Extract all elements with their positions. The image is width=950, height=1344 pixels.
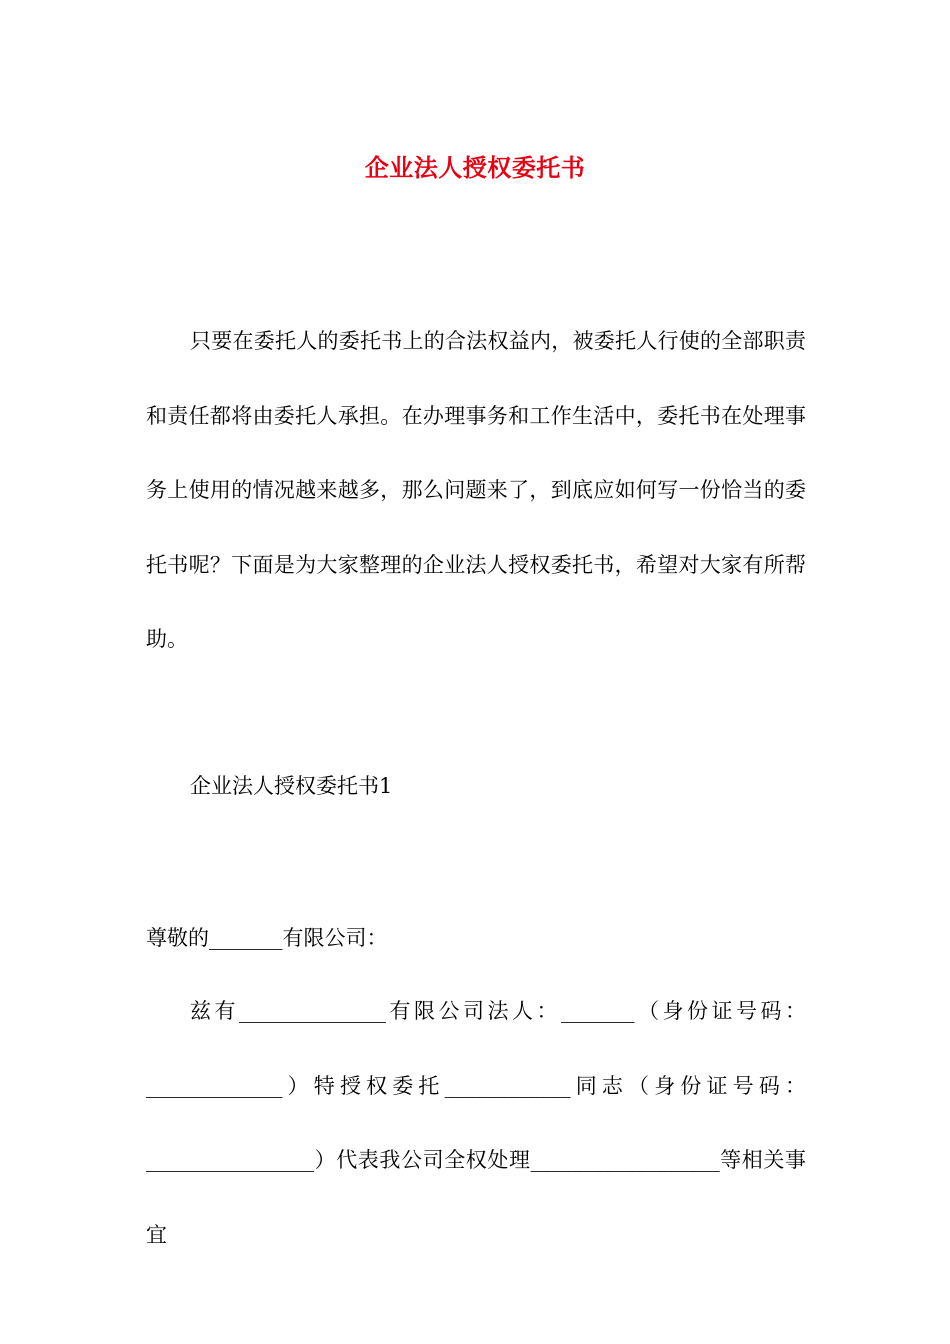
- section-heading: 企业法人授权委托书1: [190, 774, 393, 798]
- document-title: 企业法人授权委托书: [364, 153, 586, 183]
- authorization-paragraph: 兹有______________有限公司法人：_______（身份证号码：_____________）特授权委托____________同志（身份证号码：________________）代表我公司全权处理__________________等相关事宜: [146, 999, 806, 1247]
- salutation-line: 尊敬的_______有限公司：: [146, 926, 388, 950]
- intro-paragraph: 只要在委托人的委托书上的合法权益内，被委托人行使的全部职责和责任都将由委托人承担。在办理事务和工作生活中，委托书在处理事务上使用的情况越来越多，那么问题来了，到底应如何写一份恰当的委托书呢？下面是为大家整理的企业法人授权委托书，希望对大家有所帮助。: [146, 329, 806, 651]
